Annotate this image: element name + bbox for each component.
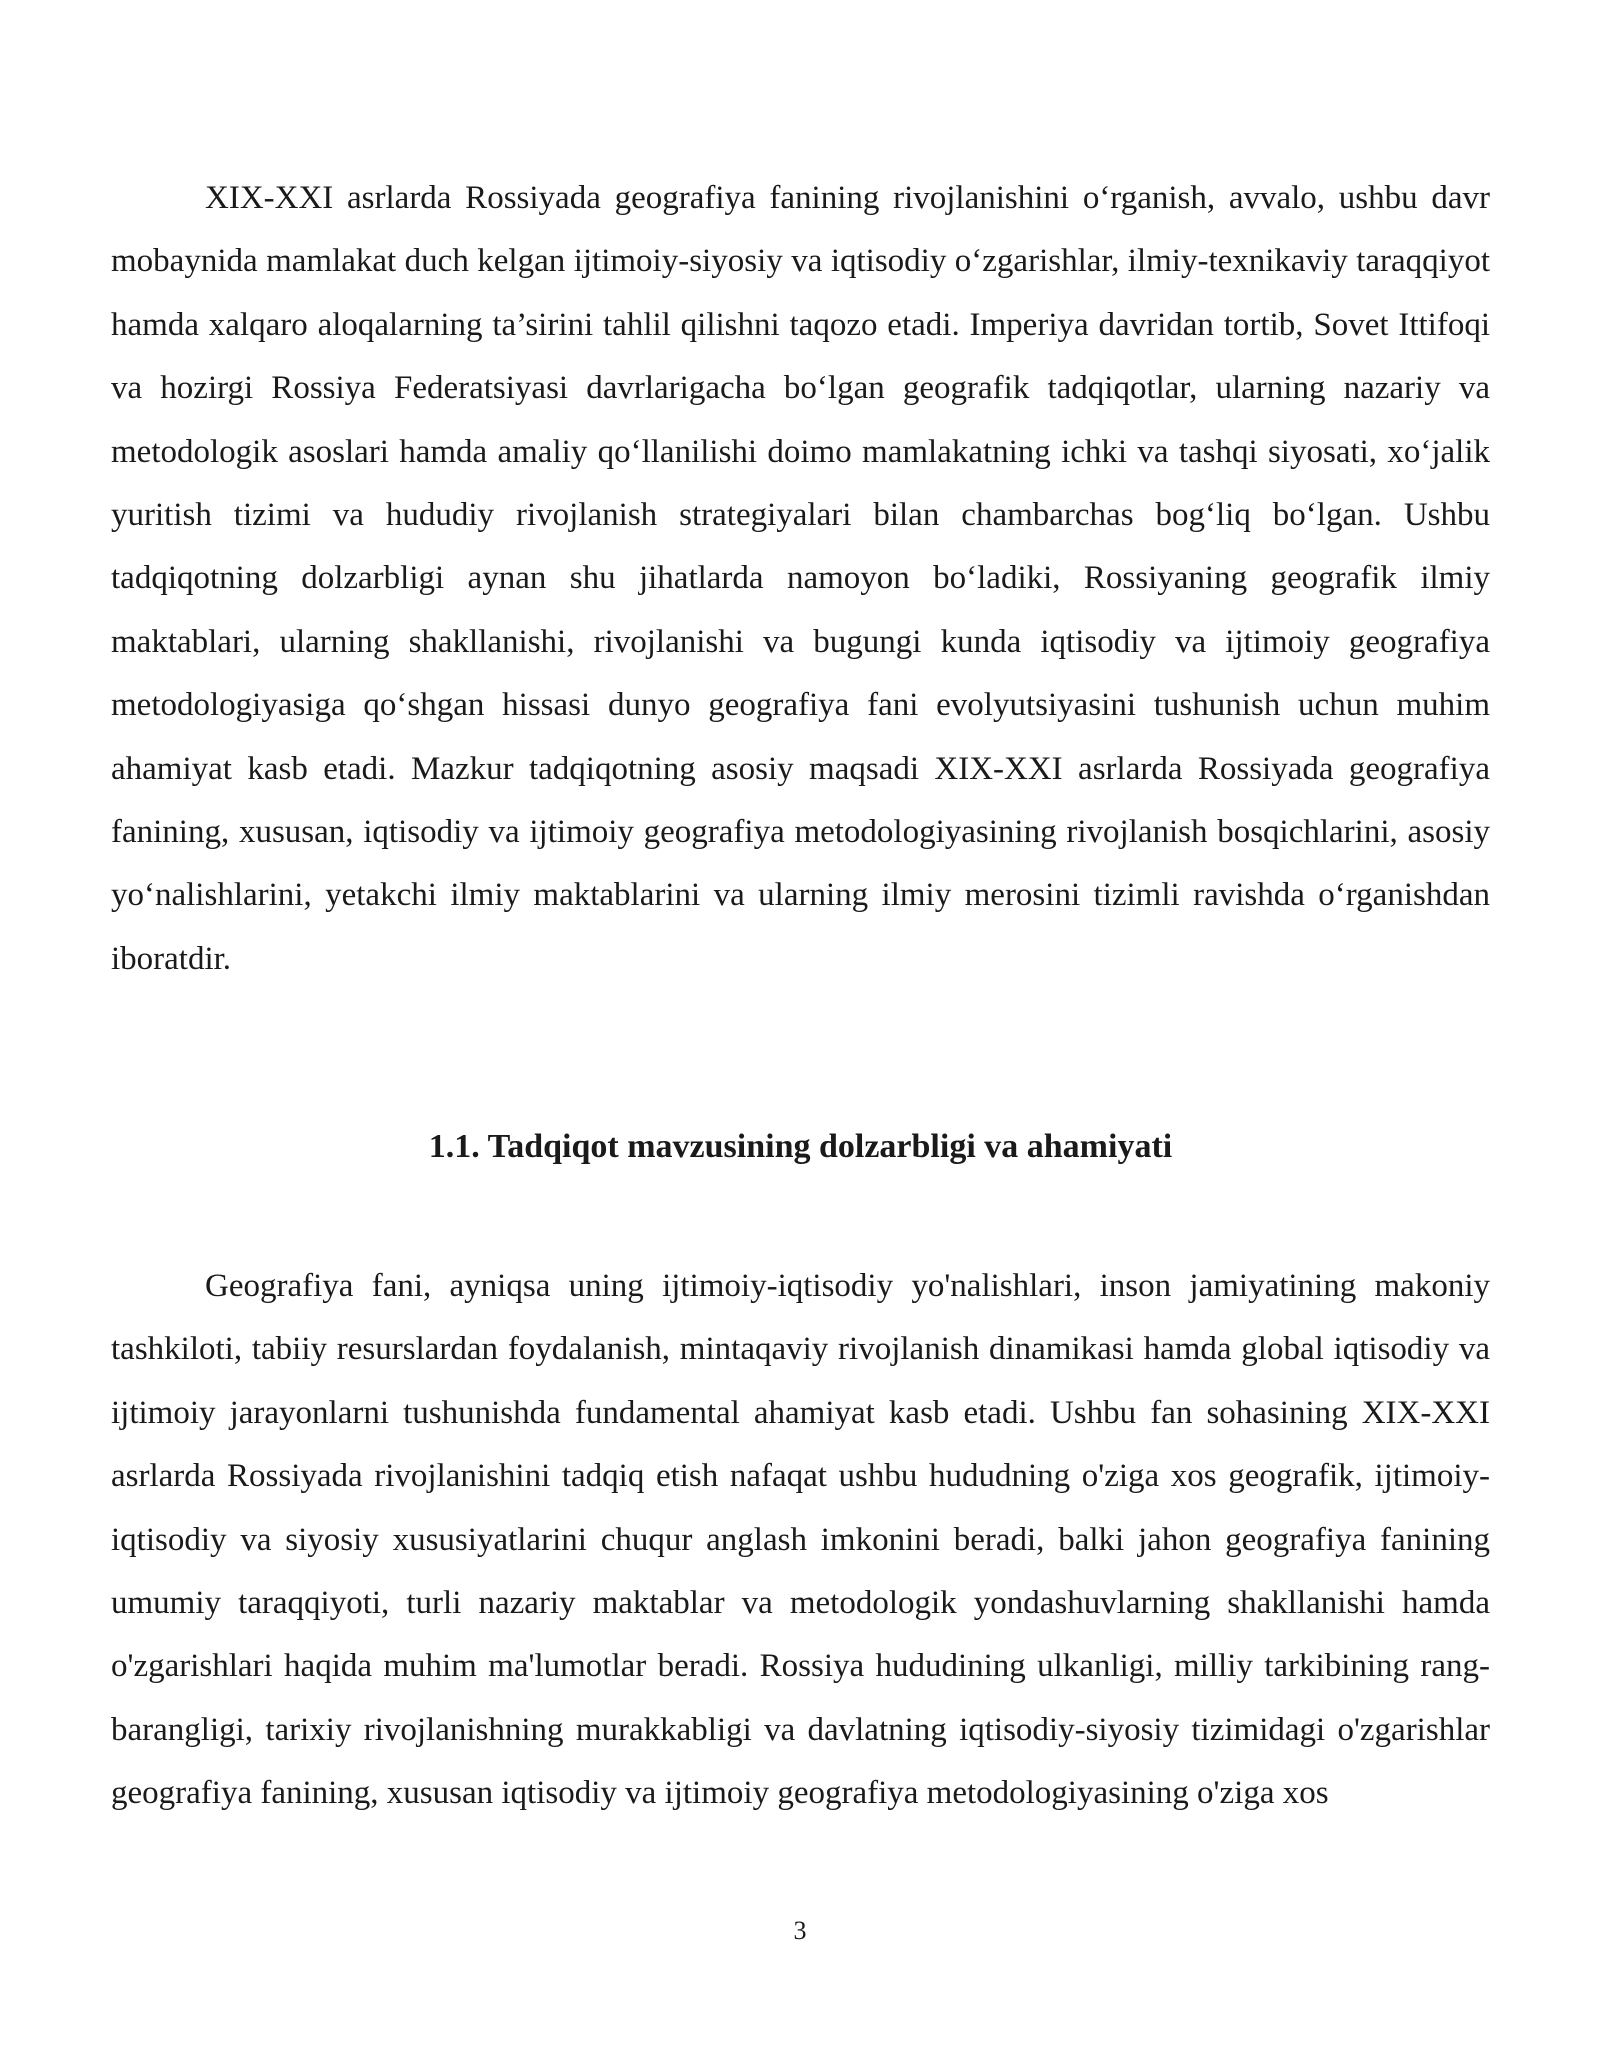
body-paragraph-section: Geografiya fani, ayniqsa uning ijtimoiy-iqtisodiy yo'nalishlari, inson jamiyatining makoniy tashkiloti, tabiiy resurslardan foydalanish, mintaqaviy rivojlanish dinamikasi hamda global iqtisodiy va ijtimoiy jarayonlarni tushunishda fundamental ahamiyat kasb etadi. Ushbu fan sohasining XIX-XXI asrlarda Rossiyada rivojlanishini tadqiq etish nafaqat ushbu hududning o'ziga xos geografik, ijtimoiy-iqtisodiy va siyosiy xususiyatlarini chuqur anglash imkonini beradi, balki jahon geografiya fanining umumiy taraqqiyoti, turli nazariy maktablar va metodologik yondashuvlarning shakllanishi hamda o'zgarishlari haqida muhim ma'lumotlar beradi. Rossiya hududining ulkanligi, milliy tarkibining rang-barangligi, tarixiy rivojlanishning murakkabligi va davlatning iqtisodiy-siyosiy tizimidagi o'zgarishlar geografiya fanining, xususan iqtisodiy va ijtimoiy geografiya metodologiyasining o'ziga xos xyxy=(111,1268,1490,1812)
section-heading: 1.1. Tadqiqot mavzusining dolzarbligi va ahamiyati xyxy=(428,1128,1173,1165)
body-paragraph-intro: XIX-XXI asrlarda Rossiyada geografiya fanining rivojlanishini o‘rganish, avvalo, ushbu davr mobaynida mamlakat duch kelgan ijtimoiy-siyosiy va iqtisodiy o‘zgarishlar, ilmiy-texnikaviy taraqqiyot hamda xalqaro aloqalarning ta’sirini tahlil qilishni taqozo etadi. Imperiya davridan tortib, Sovet Ittifoqi va hozirgi Rossiya Federatsiyasi davrlarigacha bo‘lgan geografik tadqiqotlar, ularning nazariy va metodologik asoslari hamda amaliy qo‘llanilishi doimo mamlakatning ichki va tashqi siyosati, xo‘jalik yuritish tizimi va hududiy rivojlanish strategiyalari bilan chambarchas bog‘liq bo‘lgan. Ushbu tadqiqotning dolzarbligi aynan shu jihatlarda namoyon bo‘ladiki, Rossiyaning geografik ilmiy maktablari, ularning shakllanishi, rivojlanishi va bugungi kunda iqtisodiy va ijtimoiy geografiya metodologiyasiga qo‘shgan hissasi dunyo geografiya fani evolyutsiyasini tushunish uchun muhim ahamiyat kasb etadi. Mazkur tadqiqotning asosiy maqsadi XIX-XXI asrlarda Rossiyada geografiya fanining, xususan, iqtisodiy va ijtimoiy geografiya metodologiyasining rivojlanish bosqichlarini, asosiy yo‘nalishlarini, yetakchi ilmiy maktablarini va ularning ilmiy merosini tizimli ravishda o‘rganishdan iboratdir. xyxy=(111,180,1490,977)
page-number: 3 xyxy=(793,1916,807,1945)
